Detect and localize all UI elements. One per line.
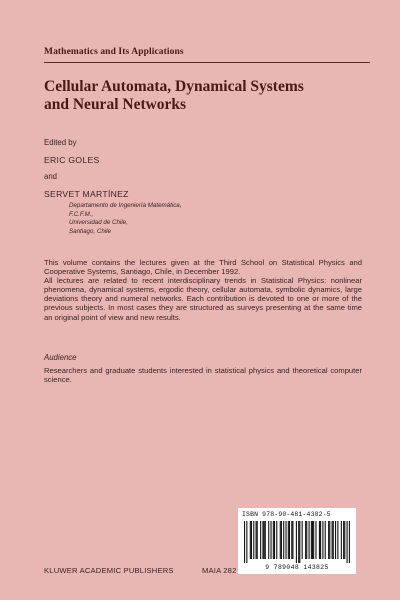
title-line-1: Cellular Automata, Dynamical Systems xyxy=(44,78,304,95)
series-divider xyxy=(44,62,370,63)
editor-name: ERIC GOLES xyxy=(44,155,100,165)
description-paragraph: This volume contains the lectures given at the Third School on Statistical Physics and Cooperative Systems, Santiago, Chile, in December 1992. xyxy=(44,258,362,277)
barcode-number: 9 789048 143825 xyxy=(265,564,329,571)
affiliation-line: F.C.F.M., xyxy=(69,210,94,218)
affiliation-line: Universidad de Chile, xyxy=(69,219,128,227)
edited-by-label: Edited by xyxy=(44,138,77,147)
audience-text: Researchers and graduate students interested in statistical physics and theoretical computer science. xyxy=(44,366,362,385)
description xyxy=(44,258,362,322)
affiliation-line: Santiago, Chile xyxy=(69,227,111,235)
description-paragraph: All lectures are related to recent interdisciplinary trends in Statistical Physics: nonlinear phenomena, dynamical systems, ergodic theory, cellular automata, symbolic dynamics, large deviations theory and numeral networks. Each contribution is devoted to one or more of the previous subjects. In most cases they are structured as surveys presenting at the same time an original point of view and new results. xyxy=(44,276,362,322)
isbn-label: ISBN 978-90-481-4382-5 xyxy=(242,511,331,518)
title-line-2: and Neural Networks xyxy=(44,96,187,113)
editor-affiliation xyxy=(69,202,181,236)
publisher-name: KLUWER ACADEMIC PUBLISHERS xyxy=(44,566,174,575)
series-name: Mathematics and Its Applications xyxy=(44,47,184,57)
barcode-icon xyxy=(244,521,350,563)
editor-name: SERVET MARTÍNEZ xyxy=(44,189,129,199)
affiliation-line: Departamento de Ingeniería Matemática, xyxy=(69,202,182,209)
series-code: MAIA 282 xyxy=(202,566,237,575)
and-label: and xyxy=(44,172,58,181)
audience-heading: Audience xyxy=(44,353,77,362)
book-title xyxy=(44,78,364,114)
